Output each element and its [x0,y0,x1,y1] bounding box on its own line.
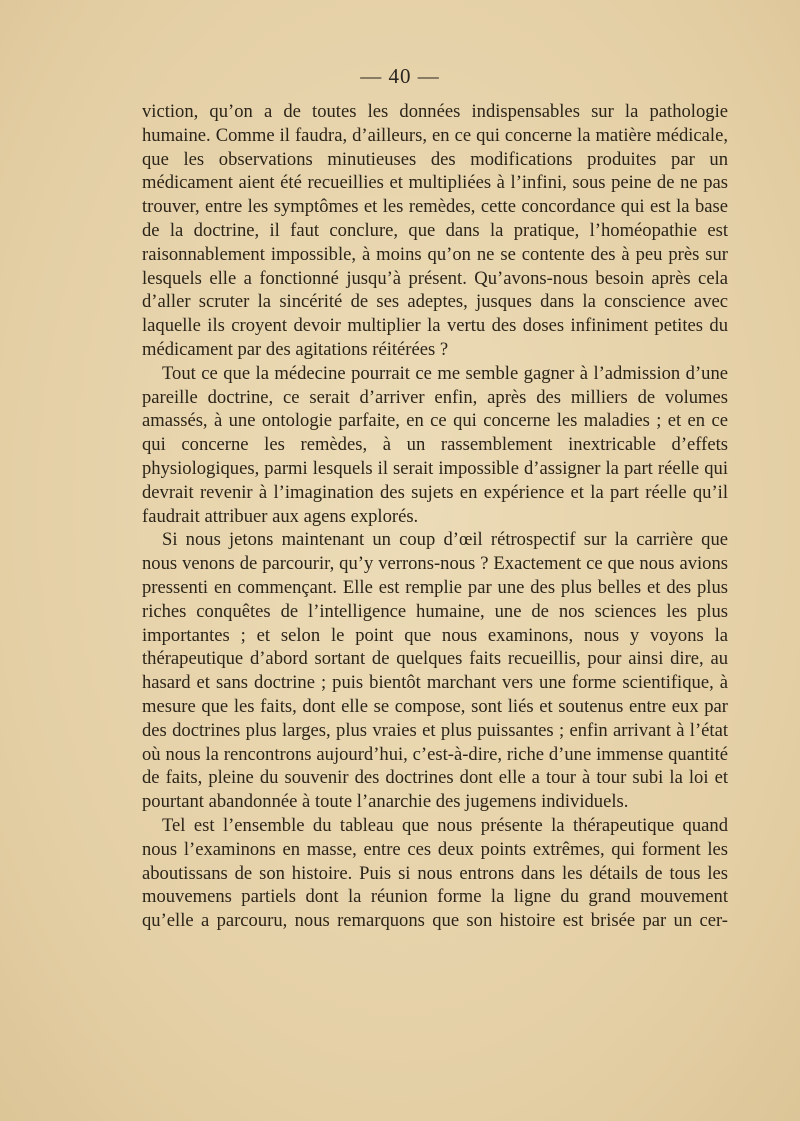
paragraph-2: Tout ce que la médecine pourrait ce me semble gagner à l’admission d’une pareille doctrine, ce serait d’arriver enfin, après des milliers de volumes amassés, à une ontologie parfaite, en ce qui concerne les maladies ; et en ce qui concerne les remèdes, à un rassemblement inextricable d’effets physiologiques, parmi lesquels il serait impossible d’assigner la part réelle qui devrait revenir à l’imagination des sujets en expérience et la part réelle qu’il faudrait attribuer aux agens explorés. [142,362,728,527]
body-text [142,100,728,933]
paragraph-3: Si nous jetons maintenant un coup d’œil rétrospectif sur la carrière que nous venons de parcourir, qu’y verrons-nous ? Exactement ce que nous avions pressenti en commençant. Elle est remplie par une des plus belles et des plus riches conquêtes de l’intelligence humaine, une de nos sciences les plus importantes ; et selon le point que nous examinons, nous y voyons la thérapeutique d’abord sortant de quelques faits recueillis, pour ainsi dire, au hasard et sans doctrine ; puis bientôt marchant vers une forme scientifique, à mesure que les faits, dont elle se compose, sont liés et soutenus entre eux par des doctrines plus larges, plus vraies et plus puissantes ; enfin arrivant à l’état où nous la rencontrons aujourd’hui, c’est-à-dire, riche d’une immense quantité de faits, pleine du souvenir des doctrines dont elle a tour à tour subi la loi et pourtant abandonnée à toute l’anarchie des jugemens individuels. [142,529,728,813]
paragraph-4: Tel est l’ensemble du tableau que nous présente la thérapeutique quand nous l’examinons en masse, entre ces deux points extrêmes, qui forment les aboutissans de son histoire. Puis si nous entrons dans les détails de tous les mouvemens partiels dont la réunion forme la ligne du grand mouvement qu’elle a parcouru, nous remarquons que son histoire est brisée par un cer- [142,814,728,932]
paragraph-1-continued: viction, qu’on a de toutes les données indispensables sur la pathologie humaine. Comme il faudra, d’ailleurs, en ce qui concerne la matière médicale, que les observations minutieuses des modifications produites par un médicament aient été recueillies et multipliées à l’infini, sous peine de ne pas trouver, entre les symptômes et les remèdes, cette concordance qui est la base de la doctrine, il faut conclure, que dans la pratique, l’homéopathie est raisonnablement impossible, à moins qu’on ne se contente des à peu près sur lesquels elle a fonctionné jusqu’à présent. Qu’avons-nous besoin après cela d’aller scruter la sincérité de ses adeptes, jusques dans la conscience avec laquelle ils croyent devoir multiplier la vertu des doses infiniment petites du médicament par des agitations réitérées ? [142,101,728,360]
page-number: — 40 — [360,64,440,88]
